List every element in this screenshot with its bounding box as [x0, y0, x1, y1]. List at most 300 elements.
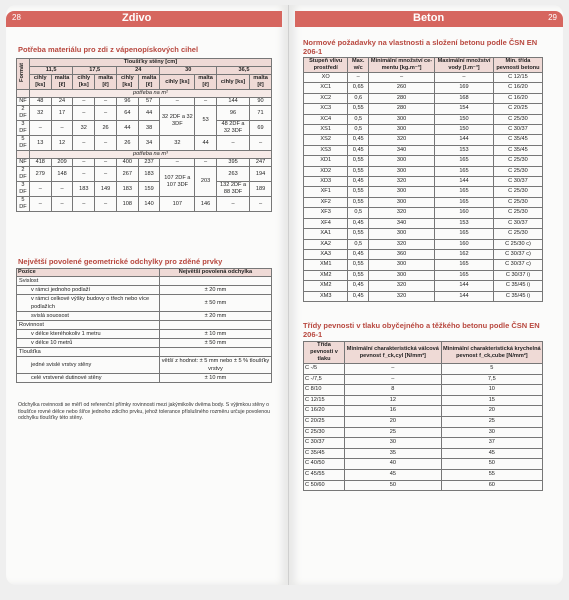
- row-format-label: 2 DF: [17, 106, 30, 121]
- row-format-label: 5 DF: [17, 197, 30, 212]
- column-unit-label: malta [ℓ]: [250, 75, 272, 90]
- table-cell: 169: [435, 83, 494, 93]
- exposure-class: XC4: [304, 114, 348, 124]
- table-cell: 267: [116, 167, 138, 182]
- row-format-label: NF: [17, 159, 30, 167]
- table-cell: –: [51, 182, 73, 197]
- table-cell: 165: [435, 229, 494, 239]
- table-row: [304, 427, 543, 438]
- table-cell: 96: [217, 106, 250, 121]
- table-cell: 340: [369, 145, 435, 155]
- table-cell: –: [250, 136, 272, 151]
- column-unit-label: malta [ℓ]: [195, 75, 217, 90]
- table-cell: 0,45: [348, 145, 369, 155]
- table-cell: 12: [51, 136, 73, 151]
- table-cell: 7,5: [441, 374, 542, 385]
- subhead-spacer: [17, 151, 30, 159]
- column-header: Minimální charakteristická krychelná pevnost f_ck,cube [N/mm²]: [441, 342, 542, 364]
- table-cell: 0,5: [348, 208, 369, 218]
- table-cell: –: [73, 159, 95, 167]
- table-cell: 300: [369, 166, 435, 176]
- table-cell: 144: [435, 281, 494, 291]
- deviation-value: ± 10 mm: [159, 330, 271, 339]
- table-cell: 300: [369, 270, 435, 280]
- row-format-label: 2 DF: [17, 167, 30, 182]
- table-cell: –: [73, 167, 95, 182]
- table-cell: 50: [441, 459, 542, 470]
- table-cell: 150: [435, 114, 494, 124]
- tolerances-table: [16, 268, 272, 383]
- thickness-value: 36,5: [217, 67, 272, 75]
- table-cell: 25: [441, 416, 542, 427]
- table-cell: 300: [369, 229, 435, 239]
- table-cell: 263: [217, 167, 250, 182]
- table-cell: 165: [435, 260, 494, 270]
- table-cell: 0,45: [348, 249, 369, 259]
- table-row: [304, 104, 543, 114]
- table-cell: C 25/30: [493, 208, 542, 218]
- table-row: [304, 406, 543, 417]
- table-cell: 15: [441, 395, 542, 406]
- column-unit-label: cihly [ks]: [29, 75, 51, 90]
- exposure-class: XF2: [304, 197, 348, 207]
- left-chapter-title: Zdivo: [122, 12, 152, 24]
- table-row: [17, 197, 272, 212]
- table-cell: 237: [138, 159, 160, 167]
- table-row: [17, 136, 272, 151]
- exposure-class: XF3: [304, 208, 348, 218]
- max-deviation-header: Největší povolená odchylka: [159, 269, 271, 277]
- exposure-class: XS3: [304, 145, 348, 155]
- table-cell: 183: [138, 167, 160, 182]
- table-cell: 247: [250, 159, 272, 167]
- table-cell: 0,55: [348, 156, 369, 166]
- strength-class: C -/7,5: [304, 374, 345, 385]
- table-cell: 57: [138, 98, 160, 106]
- table-cell: –: [95, 159, 117, 167]
- exposure-class: XC3: [304, 104, 348, 114]
- table-cell: 320: [369, 239, 435, 249]
- table-row: [304, 197, 543, 207]
- table-cell: 183: [116, 182, 138, 197]
- table-cell: 20: [441, 406, 542, 417]
- table-cell: 38: [138, 121, 160, 136]
- format-header: [17, 59, 30, 90]
- table-cell: 90: [250, 98, 272, 106]
- table-cell: 140: [138, 197, 160, 212]
- table-cell: 0,45: [348, 218, 369, 228]
- table-cell: 0,45: [348, 291, 369, 301]
- table-row: [17, 348, 272, 357]
- table-cell: –: [73, 106, 95, 121]
- table-row: [17, 286, 272, 295]
- table-cell: 108: [116, 197, 138, 212]
- book-spread: [6, 5, 563, 595]
- column-unit-label: cihly [ks]: [160, 75, 195, 90]
- table-row: [304, 145, 543, 155]
- table-cell: 71: [250, 106, 272, 121]
- position-label: svislá souosost: [17, 312, 160, 321]
- table-cell: C 30/37 i): [493, 270, 542, 280]
- table-row: [17, 295, 272, 312]
- table-cell: 340: [369, 218, 435, 228]
- table-cell: 0,45: [348, 177, 369, 187]
- table-row: [304, 291, 543, 301]
- exposure-class: XM2: [304, 281, 348, 291]
- table-cell: 160: [435, 208, 494, 218]
- exposure-class: XA3: [304, 249, 348, 259]
- table-cell: 148: [51, 167, 73, 182]
- table-cell: 8: [345, 385, 442, 396]
- table-cell: C 25/30: [493, 166, 542, 176]
- table-row: [304, 364, 543, 375]
- left-page-number: 28: [12, 13, 21, 22]
- table-cell: 0,6: [348, 93, 369, 103]
- table-cell: 48 2DF a 32 3DF: [217, 121, 250, 136]
- strength-class: C 35/45: [304, 448, 345, 459]
- table-cell: C 20/25: [493, 104, 542, 114]
- table-cell: C 25/30: [493, 197, 542, 207]
- column-header: Minimální množství ce-mentu [kg.m⁻³]: [369, 58, 435, 73]
- deviation-value: větší z hodnot: ± 5 mm nebo ± 5 % tloušťky vrstvy: [159, 357, 271, 374]
- table-row: [17, 98, 272, 106]
- right-page-number: 29: [548, 13, 557, 22]
- strength-class: C 12/15: [304, 395, 345, 406]
- table-cell: 165: [435, 270, 494, 280]
- table-cell: 107: [160, 197, 195, 212]
- table-cell: –: [95, 197, 117, 212]
- left-page: [6, 5, 288, 585]
- table-cell: C 25/30: [493, 114, 542, 124]
- table-cell: 45: [441, 448, 542, 459]
- table-cell: 12: [345, 395, 442, 406]
- table-cell: –: [95, 106, 117, 121]
- table-row: [304, 395, 543, 406]
- table-cell: –: [73, 136, 95, 151]
- table-cell: –: [369, 73, 435, 83]
- deviation-value: ± 20 mm: [159, 312, 271, 321]
- table-cell: 162: [435, 249, 494, 259]
- column-unit-label: cihly [ks]: [73, 75, 95, 90]
- table-cell: –: [160, 98, 195, 106]
- table-row: [304, 270, 543, 280]
- table-cell: 20: [345, 416, 442, 427]
- table-cell: –: [73, 197, 95, 212]
- table-cell: 32 2DF a 32 3DF: [160, 106, 195, 136]
- table-cell: 44: [195, 136, 217, 151]
- table-cell: C 30/37 c): [493, 249, 542, 259]
- table-cell: 165: [435, 166, 494, 176]
- table-cell: –: [435, 73, 494, 83]
- thickness-value: 17,5: [73, 67, 117, 75]
- table-cell: 418: [29, 159, 51, 167]
- table-cell: –: [345, 364, 442, 375]
- deviation-value: ± 10 mm: [159, 374, 271, 383]
- table-cell: 32: [73, 121, 95, 136]
- left-header-band: [6, 11, 282, 27]
- table-cell: 0,55: [348, 166, 369, 176]
- table-cell: 280: [369, 93, 435, 103]
- table-row: [17, 159, 272, 167]
- table-cell: C 16/20: [493, 93, 542, 103]
- table-row: [304, 281, 543, 291]
- table-cell: 144: [217, 98, 250, 106]
- table-cell: 300: [369, 125, 435, 135]
- exposure-class: XD1: [304, 156, 348, 166]
- tolerance-note: Odchylka rovinnosti se měří od referenční přímky rovinnosti mezi jakýmikoliv dvěma body. S výjimkou stěny o tloušťce rovné délce nebo šířce jednoho zdicího prvku, jehož tolerance příslušného rozměru určuje povolenou odchylku tloušťky této stěny.: [18, 402, 270, 421]
- table-row: [304, 416, 543, 427]
- table-cell: 0,5: [348, 125, 369, 135]
- table-cell: 0,55: [348, 229, 369, 239]
- table-cell: 300: [369, 260, 435, 270]
- format-label: Formát: [19, 63, 26, 82]
- table-row: [17, 339, 272, 348]
- strength-class: C 16/20: [304, 406, 345, 417]
- table-row: [304, 208, 543, 218]
- table-row: [304, 260, 543, 270]
- table-cell: 320: [369, 135, 435, 145]
- strength-class: C 40/50: [304, 459, 345, 470]
- position-label: jedné svislé vrstvy stěny: [17, 357, 160, 374]
- strength-class: C 30/37: [304, 438, 345, 449]
- table-row: [304, 135, 543, 145]
- table-cell: –: [195, 98, 217, 106]
- table-cell: 165: [435, 187, 494, 197]
- table-cell: 154: [435, 104, 494, 114]
- table-row: [17, 312, 272, 321]
- table-row: [304, 239, 543, 249]
- column-header: Max. w/c: [348, 58, 369, 73]
- column-header: Třída pevnosti v tlaku: [304, 342, 345, 364]
- table-cell: C 30/37: [493, 218, 542, 228]
- table-cell: –: [160, 159, 195, 167]
- table-row: [304, 156, 543, 166]
- table-cell: 45: [345, 469, 442, 480]
- exposure-class: XD2: [304, 166, 348, 176]
- table-row: [17, 357, 272, 374]
- table-cell: 0,65: [348, 83, 369, 93]
- table-row: [17, 182, 272, 197]
- subhead-spacer: [17, 90, 30, 98]
- table-row: [304, 177, 543, 187]
- row-format-label: 3 DF: [17, 121, 30, 136]
- table-cell: –: [51, 121, 73, 136]
- table-cell: 24: [51, 98, 73, 106]
- deviation-value: ± 50 mm: [159, 295, 271, 312]
- concrete-requirements-table: [303, 57, 543, 302]
- table-cell: C 30/37: [493, 125, 542, 135]
- table-cell: 160: [435, 239, 494, 249]
- group-label: Tloušťka: [17, 348, 160, 357]
- table-cell: 32: [160, 136, 195, 151]
- table-cell: C 25/30 c): [493, 239, 542, 249]
- section-title-strength-classes: Třídy pevnosti v tlaku obyčejného a těžkého betonu podle ČSN EN 206-1: [303, 321, 540, 339]
- table-cell: 165: [435, 156, 494, 166]
- table-cell: 0,45: [348, 281, 369, 291]
- table-cell: 360: [369, 249, 435, 259]
- table-cell: 300: [369, 114, 435, 124]
- table-row: [304, 218, 543, 228]
- table-cell: 0,5: [348, 239, 369, 249]
- table-cell: 168: [435, 93, 494, 103]
- table-cell: 40: [345, 459, 442, 470]
- exposure-class: XM2: [304, 270, 348, 280]
- section-title-materials: Potřeba materiálu pro zdi z vápenopískových cihel: [18, 45, 199, 54]
- row-format-label: 3 DF: [17, 182, 30, 197]
- table-cell: 144: [435, 177, 494, 187]
- column-header: Min. třída pevnosti betonu: [493, 58, 542, 73]
- table-cell: 395: [217, 159, 250, 167]
- table-cell: 280: [369, 104, 435, 114]
- position-label: celé vrstvené dutinové stěny: [17, 374, 160, 383]
- table-cell: 26: [116, 136, 138, 151]
- table-cell: –: [29, 197, 51, 212]
- table-cell: 300: [369, 187, 435, 197]
- table-cell: 149: [95, 182, 117, 197]
- table-row: [17, 121, 272, 136]
- strength-class: C 25/30: [304, 427, 345, 438]
- table-cell: –: [250, 197, 272, 212]
- table-row: [304, 459, 543, 470]
- table-cell: 183: [73, 182, 95, 197]
- table-row: [17, 321, 272, 330]
- table-cell: 189: [250, 182, 272, 197]
- table-cell: –: [348, 73, 369, 83]
- table-cell: 0,55: [348, 187, 369, 197]
- right-header-band: [295, 11, 563, 27]
- table-cell: 13: [29, 136, 51, 151]
- table-row: [304, 480, 543, 491]
- exposure-class: XS2: [304, 135, 348, 145]
- thickness-header: Tloušťky stěny [cm]: [29, 59, 271, 67]
- group-label: Rovinnost: [17, 321, 160, 330]
- table-cell: 400: [116, 159, 138, 167]
- exposure-class: XA2: [304, 239, 348, 249]
- deviation-value: ± 20 mm: [159, 286, 271, 295]
- table-row: [304, 229, 543, 239]
- table-cell: 300: [369, 156, 435, 166]
- table-cell: C 16/20: [493, 83, 542, 93]
- column-unit-label: malta [ℓ]: [138, 75, 160, 90]
- table-cell: 0,55: [348, 197, 369, 207]
- table-cell: 32: [29, 106, 51, 121]
- row-format-label: 5 DF: [17, 136, 30, 151]
- table-cell: 35: [345, 448, 442, 459]
- table-cell: –: [217, 197, 250, 212]
- right-chapter-title: Beton: [413, 12, 445, 24]
- table-cell: 16: [345, 406, 442, 417]
- table-row: [304, 469, 543, 480]
- table-row: [304, 125, 543, 135]
- table-row: [304, 73, 543, 83]
- table-cell: 96: [116, 98, 138, 106]
- table-row: [304, 93, 543, 103]
- table-cell: C 30/37 c): [493, 260, 542, 270]
- table-cell: C 35/45 i): [493, 291, 542, 301]
- exposure-class: XO: [304, 73, 348, 83]
- column-header: Minimální charakteristická válcová pevnost f_ck,cyl [N/mm²]: [345, 342, 442, 364]
- table-cell: –: [217, 136, 250, 151]
- table-cell: –: [73, 98, 95, 106]
- section-title-concrete-requirements: Normové požadavky na vlastnosti a složení betonu podle ČSN EN 206-1: [303, 38, 538, 56]
- table-row: [17, 330, 272, 339]
- deviation-value: ± 50 mm: [159, 339, 271, 348]
- strength-classes-table: [303, 341, 543, 491]
- table-cell: 320: [369, 208, 435, 218]
- strength-class: C -/5: [304, 364, 345, 375]
- table-row: [17, 106, 272, 121]
- table-row: [304, 114, 543, 124]
- table-cell: 30: [441, 427, 542, 438]
- table-row: [304, 438, 543, 449]
- exposure-class: XS1: [304, 125, 348, 135]
- column-unit-label: cihly [ks]: [116, 75, 138, 90]
- table-cell: C 25/30: [493, 229, 542, 239]
- table-cell: C 35/45: [493, 135, 542, 145]
- deviation-value: [159, 277, 271, 286]
- table-cell: C 12/15: [493, 73, 542, 83]
- section-title-tolerances: Největší povolené geometrické odchylky pro zděné prvky: [18, 257, 223, 266]
- deviation-value: [159, 348, 271, 357]
- table-cell: 25: [345, 427, 442, 438]
- table-cell: –: [95, 136, 117, 151]
- position-label: v rámci celkové výšky budovy o třech nebo více podlažích: [17, 295, 160, 312]
- thickness-value: 11,5: [29, 67, 73, 75]
- table-cell: 165: [435, 197, 494, 207]
- table-cell: C 35/45: [493, 145, 542, 155]
- strength-class: C 8/10: [304, 385, 345, 396]
- exposure-class: XC1: [304, 83, 348, 93]
- table-cell: 320: [369, 177, 435, 187]
- exposure-class: XA1: [304, 229, 348, 239]
- table-cell: 10: [441, 385, 542, 396]
- table-cell: 0,55: [348, 270, 369, 280]
- table-row: [304, 187, 543, 197]
- table-row: [304, 448, 543, 459]
- exposure-class: XM3: [304, 291, 348, 301]
- table-cell: 5: [441, 364, 542, 375]
- table-cell: 203: [195, 167, 217, 197]
- exposure-class: XD3: [304, 177, 348, 187]
- position-header: Pozice: [17, 269, 160, 277]
- strength-class: C 50/60: [304, 480, 345, 491]
- table-cell: 0,55: [348, 260, 369, 270]
- table-cell: 48: [29, 98, 51, 106]
- table-cell: 144: [435, 291, 494, 301]
- position-label: v délce 10 metrů: [17, 339, 160, 348]
- thickness-value: 24: [116, 67, 160, 75]
- exposure-class: XF4: [304, 218, 348, 228]
- table-cell: 320: [369, 291, 435, 301]
- table-cell: 209: [51, 159, 73, 167]
- table-row: [17, 167, 272, 182]
- table-cell: 26: [95, 121, 117, 136]
- table-cell: 194: [250, 167, 272, 182]
- table-subheading: potřeba na m³: [29, 151, 271, 159]
- strength-class: C 20/25: [304, 416, 345, 427]
- table-cell: 300: [369, 197, 435, 207]
- table-cell: –: [51, 197, 73, 212]
- table-cell: 17: [51, 106, 73, 121]
- table-cell: 260: [369, 83, 435, 93]
- table-row: [304, 83, 543, 93]
- table-cell: –: [95, 167, 117, 182]
- strength-class: C 45/55: [304, 469, 345, 480]
- table-cell: 153: [435, 145, 494, 155]
- table-row: [304, 385, 543, 396]
- table-row: [17, 277, 272, 286]
- table-cell: 279: [29, 167, 51, 182]
